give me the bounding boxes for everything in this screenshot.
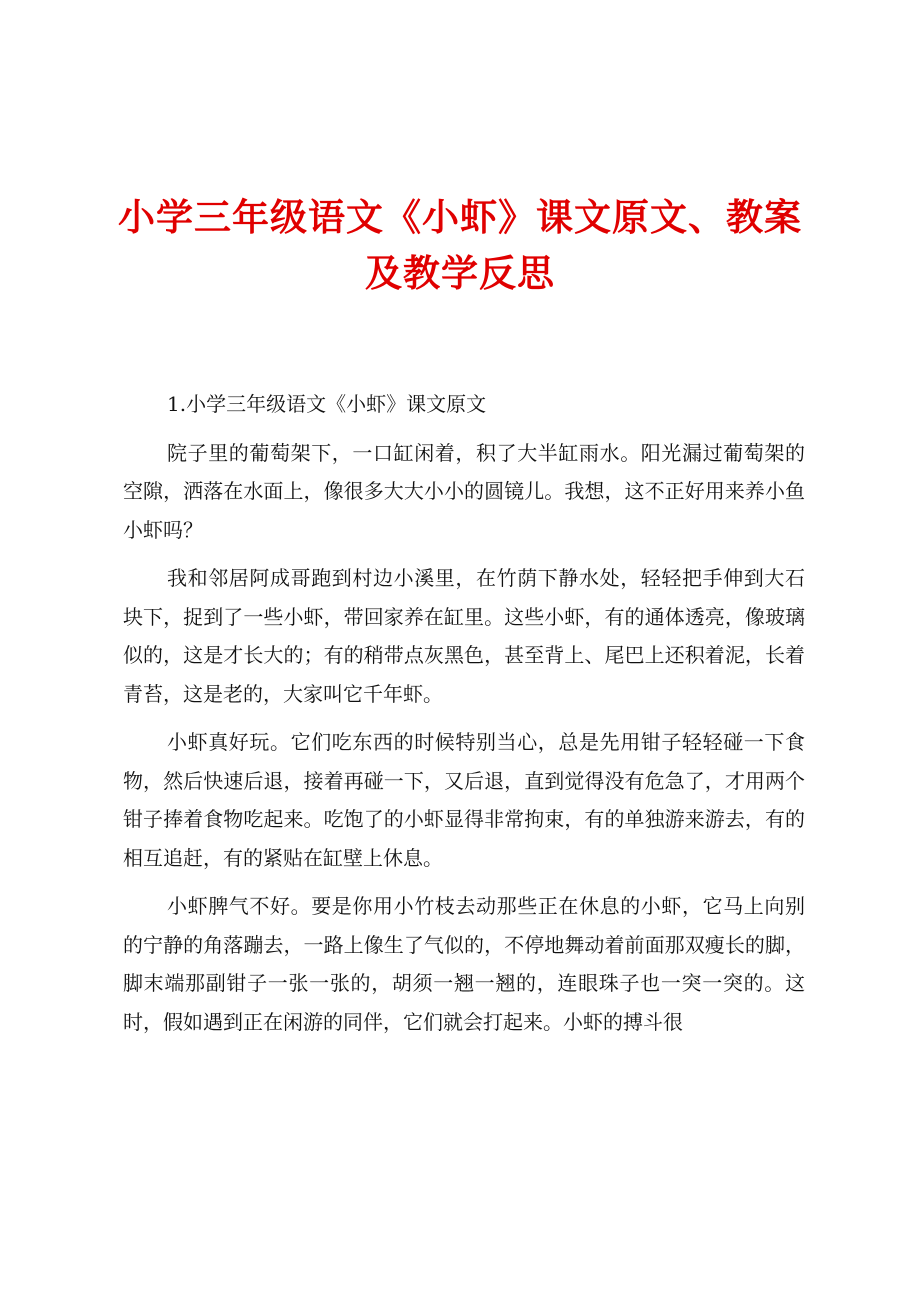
paragraph: 院子里的葡萄架下，一口缸闲着，积了大半缸雨水。阳光漏过葡萄架的空隙，洒落在水面上，像很多大大小小的圆镜儿。我想，这不正好用来养小鱼小虾吗？: [123, 440, 805, 542]
section-heading: 1.小学三年级语文《小虾》课文原文: [167, 392, 487, 416]
paragraph: 小虾真好玩。它们吃东西的时候特别当心，总是先用钳子轻轻碰一下食物，然后快速后退，接着再碰一下，又后退，直到觉得没有危急了，才用两个钳子捧着食物吃起来。吃饱了的小虾显得非常拘束，有的单独游来游去，有的相互追赶，有的紧贴在缸壁上休息。: [123, 730, 805, 870]
document-body: [123, 385, 805, 1051]
paragraph: 我和邻居阿成哥跑到村边小溪里，在竹荫下静水处，轻轻把手伸到大石块下，捉到了一些小虾，带回家养在缸里。这些小虾，有的通体透亮，像玻璃似的，这是才长大的；有的稍带点灰黑色，甚至背上、尾巴上还积着泥，长着青苔，这是老的，大家叫它千年虾。: [123, 566, 805, 706]
document-title: 小学三年级语文《小虾》课文原文、教案及教学反思: [118, 196, 802, 295]
paragraph: 小虾脾气不好。要是你用小竹枝去动那些正在休息的小虾，它马上向别的宁静的角落蹦去，一路上像生了气似的，不停地舞动着前面那双瘦长的脚，脚末端那副钳子一张一张的，胡须一翘一翘的，连眼珠子也一突一突的。这时，假如遇到正在闲游的同伴，它们就会打起来。小虾的搏斗很: [123, 894, 805, 1034]
